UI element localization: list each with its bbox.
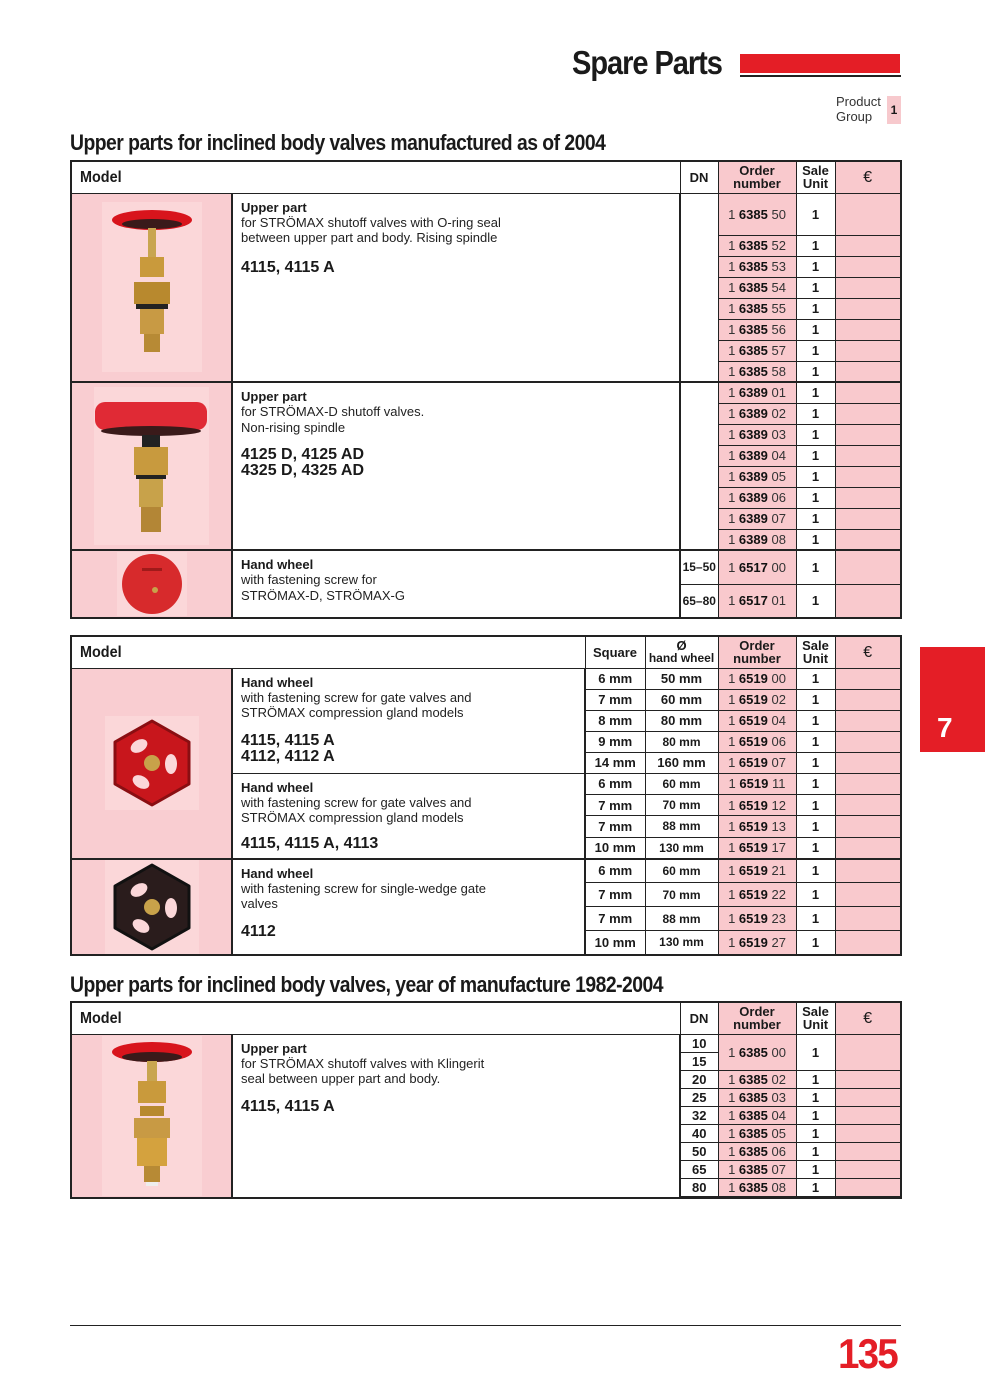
- price-cell[interactable]: [835, 731, 901, 752]
- sale-unit: 1: [796, 907, 835, 931]
- order-number: 1 6385 55: [718, 298, 796, 319]
- hand-wheel-diameter: 80 mm: [645, 710, 718, 731]
- col-price: €: [835, 636, 901, 668]
- dn-value: 80: [680, 1178, 718, 1196]
- order-number: 1 6517 01: [718, 584, 796, 618]
- order-number: 1 6385 03: [718, 1088, 796, 1106]
- price-cell[interactable]: [835, 668, 901, 689]
- price-cell[interactable]: [835, 361, 901, 382]
- square-size: 10 mm: [585, 931, 645, 955]
- square-size: 10 mm: [585, 837, 645, 858]
- sale-unit: 1: [796, 1124, 835, 1142]
- order-number: 1 6519 17: [718, 837, 796, 858]
- page-number: 135: [838, 1330, 897, 1377]
- price-cell[interactable]: [835, 382, 901, 403]
- col-order-number: Order number: [718, 636, 796, 668]
- sale-unit: 1: [796, 584, 835, 618]
- price-cell[interactable]: [835, 1142, 901, 1160]
- price-cell[interactable]: [835, 794, 901, 815]
- order-number: 1 6519 12: [718, 794, 796, 815]
- col-sale-unit: Sale Unit: [796, 161, 835, 193]
- upper-part-rising-spindle-image: [102, 202, 202, 372]
- dn-value: 50: [680, 1142, 718, 1160]
- col-dn: DN: [680, 161, 718, 193]
- hand-wheel-diameter: 130 mm: [645, 931, 718, 955]
- sale-unit: 1: [796, 794, 835, 815]
- order-number: 1 6389 02: [718, 403, 796, 424]
- order-number: 1 6519 04: [718, 710, 796, 731]
- order-number: 1 6385 05: [718, 1124, 796, 1142]
- dn-value: 10: [680, 1034, 718, 1052]
- product-image: [71, 859, 232, 955]
- sale-unit: 1: [796, 689, 835, 710]
- order-number: 1 6519 06: [718, 731, 796, 752]
- table-row: [71, 193, 901, 235]
- price-cell[interactable]: [835, 298, 901, 319]
- product-text: with fastening screw for gate valves and STRÖMAX compression gland models: [241, 689, 472, 720]
- product-name: Hand wheel: [241, 865, 314, 881]
- price-cell[interactable]: [835, 256, 901, 277]
- order-number: 1 6385 02: [718, 1070, 796, 1088]
- table-row: [71, 550, 901, 584]
- square-size: 7 mm: [585, 907, 645, 931]
- price-cell[interactable]: [835, 193, 901, 235]
- sale-unit: 1: [796, 1034, 835, 1070]
- sale-unit: 1: [796, 403, 835, 424]
- sale-unit: 1: [796, 361, 835, 382]
- order-number: 1 6519 13: [718, 816, 796, 837]
- sale-unit: 1: [796, 668, 835, 689]
- order-number: 1 6385 04: [718, 1106, 796, 1124]
- product-image: [71, 668, 232, 859]
- table-row: [71, 668, 901, 689]
- page-title: Spare Parts: [572, 44, 722, 81]
- price-cell[interactable]: [835, 1070, 901, 1088]
- sale-unit: 1: [796, 1160, 835, 1178]
- price-cell[interactable]: [835, 859, 901, 883]
- order-number: 1 6519 07: [718, 752, 796, 773]
- order-number: 1 6519 22: [718, 883, 796, 907]
- order-number: 1 6389 05: [718, 466, 796, 487]
- order-number: 1 6385 06: [718, 1142, 796, 1160]
- dn-cell: [680, 382, 718, 550]
- parts-table-1: [70, 160, 902, 619]
- sale-unit: 1: [796, 277, 835, 298]
- sale-unit: 1: [796, 235, 835, 256]
- col-price: €: [835, 161, 901, 193]
- sale-unit: 1: [796, 731, 835, 752]
- section-title: Upper parts for inclined body valves, year of manufacture 1982-2004: [70, 972, 663, 997]
- price-cell[interactable]: [835, 466, 901, 487]
- product-name: Hand wheel: [241, 674, 314, 690]
- price-cell[interactable]: [835, 1160, 901, 1178]
- product-name: Hand wheel: [241, 779, 314, 795]
- table-row: [71, 1034, 901, 1052]
- order-number: 1 6389 08: [718, 529, 796, 550]
- order-number: 1 6385 57: [718, 340, 796, 361]
- dn-value: 25: [680, 1088, 718, 1106]
- order-number: 1 6385 00: [718, 1034, 796, 1070]
- product-description: [232, 382, 680, 550]
- product-description: [232, 1034, 680, 1198]
- product-name: Hand wheel: [241, 557, 314, 572]
- product-models: 4112: [241, 922, 276, 940]
- sale-unit: 1: [796, 550, 835, 584]
- product-text: with fastening screw for gate valves and STRÖMAX compression gland models: [241, 794, 472, 825]
- product-text: for STRÖMAX shutoff valves with Klingerit seal between upper part and body.: [241, 1055, 485, 1086]
- sale-unit: 1: [796, 931, 835, 955]
- product-description: [232, 859, 585, 955]
- price-cell[interactable]: [835, 1088, 901, 1106]
- price-cell[interactable]: [835, 883, 901, 907]
- product-description: [232, 773, 585, 859]
- col-sale-unit: Sale Unit: [796, 1002, 835, 1034]
- price-cell[interactable]: [835, 907, 901, 931]
- product-image: [71, 1034, 232, 1198]
- hand-wheel-diameter: 70 mm: [645, 794, 718, 815]
- product-models: 4125 D, 4125 AD 4325 D, 4325 AD: [241, 446, 365, 479]
- col-square: Square: [585, 636, 645, 668]
- upper-part-non-rising-spindle-image: [94, 387, 209, 545]
- order-number: 1 6389 03: [718, 424, 796, 445]
- order-number: 1 6519 21: [718, 859, 796, 883]
- order-number: 1 6385 56: [718, 319, 796, 340]
- dn-value: 15: [680, 1052, 718, 1070]
- hand-wheel-diameter: 160 mm: [645, 752, 718, 773]
- price-cell[interactable]: [835, 1034, 901, 1070]
- price-cell[interactable]: [835, 837, 901, 858]
- hand-wheel-red-knob-image: [117, 552, 187, 616]
- product-description: [232, 550, 680, 618]
- price-cell[interactable]: [835, 584, 901, 618]
- price-cell[interactable]: [835, 403, 901, 424]
- order-number: 1 6519 23: [718, 907, 796, 931]
- sale-unit: 1: [796, 445, 835, 466]
- sale-unit: 1: [796, 837, 835, 858]
- sale-unit: 1: [796, 466, 835, 487]
- order-number: 1 6519 11: [718, 773, 796, 794]
- section-title: Upper parts for inclined body valves manufactured as of 2004: [70, 130, 606, 155]
- dn-value: 15–50: [680, 550, 718, 584]
- product-image: [71, 550, 232, 618]
- hand-wheel-diameter: 60 mm: [645, 689, 718, 710]
- price-cell[interactable]: [835, 1178, 901, 1196]
- price-cell[interactable]: [835, 340, 901, 361]
- product-text: for STRÖMAX-D shutoff valves. Non-rising spindle: [241, 404, 425, 435]
- order-number: 1 6385 58: [718, 361, 796, 382]
- footer-divider: [70, 1325, 901, 1326]
- sale-unit: 1: [796, 1106, 835, 1124]
- product-description: [232, 668, 585, 773]
- dn-value: 20: [680, 1070, 718, 1088]
- hand-wheel-diameter: 70 mm: [645, 883, 718, 907]
- price-cell[interactable]: [835, 508, 901, 529]
- price-cell[interactable]: [835, 1106, 901, 1124]
- order-number: 1 6519 02: [718, 689, 796, 710]
- col-model: Model: [71, 636, 585, 668]
- table-row: [71, 859, 901, 883]
- parts-table-3: [70, 1001, 902, 1199]
- hand-wheel-diameter: 50 mm: [645, 668, 718, 689]
- order-number: 1 6389 01: [718, 382, 796, 403]
- product-text: for STRÖMAX shutoff valves with O-ring seal between upper part and body. Rising spindle: [241, 214, 501, 245]
- order-number: 1 6385 08: [718, 1178, 796, 1196]
- product-models: 4115, 4115 A: [241, 258, 335, 276]
- sale-unit: 1: [796, 340, 835, 361]
- square-size: 6 mm: [585, 859, 645, 883]
- sale-unit: 1: [796, 529, 835, 550]
- sale-unit: 1: [796, 710, 835, 731]
- dn-cell: [680, 193, 718, 382]
- order-number: 1 6517 00: [718, 550, 796, 584]
- order-number: 1 6519 00: [718, 668, 796, 689]
- sale-unit: 1: [796, 859, 835, 883]
- col-dn: DN: [680, 1002, 718, 1034]
- hand-wheel-diameter: 60 mm: [645, 859, 718, 883]
- dn-value: 40: [680, 1124, 718, 1142]
- price-cell[interactable]: [835, 319, 901, 340]
- price-cell[interactable]: [835, 773, 901, 794]
- price-cell[interactable]: [835, 424, 901, 445]
- hand-wheel-red-image: [105, 716, 199, 810]
- sale-unit: 1: [796, 752, 835, 773]
- sale-unit: 1: [796, 256, 835, 277]
- product-image: [71, 193, 232, 382]
- sale-unit: 1: [796, 319, 835, 340]
- product-name: Upper part: [241, 1040, 307, 1056]
- parts-table-2: [70, 635, 902, 956]
- col-order-number: Order number: [718, 1002, 796, 1034]
- dn-value: 65–80: [680, 584, 718, 618]
- sale-unit: 1: [796, 193, 835, 235]
- sale-unit: 1: [796, 424, 835, 445]
- chapter-tab[interactable]: 7: [920, 647, 985, 752]
- sale-unit: 1: [796, 773, 835, 794]
- col-price: €: [835, 1002, 901, 1034]
- col-model: Model: [71, 1002, 680, 1034]
- product-image: [71, 382, 232, 550]
- price-cell[interactable]: [835, 235, 901, 256]
- price-cell[interactable]: [835, 816, 901, 837]
- hand-wheel-diameter: 88 mm: [645, 907, 718, 931]
- sale-unit: 1: [796, 816, 835, 837]
- product-models: 4115, 4115 A, 4113: [241, 834, 379, 852]
- order-number: 1 6385 50: [718, 193, 796, 235]
- order-number: 1 6385 53: [718, 256, 796, 277]
- title-accent-bar: [740, 54, 900, 73]
- sale-unit: 1: [796, 1070, 835, 1088]
- sale-unit: 1: [796, 1142, 835, 1160]
- dn-value: 32: [680, 1106, 718, 1124]
- sale-unit: 1: [796, 883, 835, 907]
- hand-wheel-diameter: 80 mm: [645, 731, 718, 752]
- order-number: 1 6385 07: [718, 1160, 796, 1178]
- square-size: 7 mm: [585, 883, 645, 907]
- table-row: [71, 382, 901, 403]
- price-cell[interactable]: [835, 277, 901, 298]
- sale-unit: 1: [796, 487, 835, 508]
- hand-wheel-diameter: 130 mm: [645, 837, 718, 858]
- product-text: with fastening screw for STRÖMAX-D, STRÖMAX-G: [241, 572, 405, 603]
- price-cell[interactable]: [835, 931, 901, 955]
- product-group-label: Product Group: [836, 94, 881, 124]
- order-number: 1 6385 54: [718, 277, 796, 298]
- price-cell[interactable]: [835, 1124, 901, 1142]
- col-model: Model: [71, 161, 680, 193]
- hand-wheel-black-image: [105, 860, 199, 954]
- square-size: 6 mm: [585, 773, 645, 794]
- square-size: 8 mm: [585, 710, 645, 731]
- price-cell[interactable]: [835, 550, 901, 584]
- price-cell[interactable]: [835, 752, 901, 773]
- square-size: 9 mm: [585, 731, 645, 752]
- sale-unit: 1: [796, 508, 835, 529]
- product-description: [232, 193, 680, 382]
- order-number: 1 6389 06: [718, 487, 796, 508]
- title-underline: [740, 75, 901, 77]
- square-size: 7 mm: [585, 816, 645, 837]
- price-cell[interactable]: [835, 487, 901, 508]
- square-size: 7 mm: [585, 794, 645, 815]
- col-order-number: Order number: [718, 161, 796, 193]
- col-hand-wheel-diameter: Ø hand wheel: [645, 636, 718, 668]
- product-group-value: 1: [887, 96, 901, 124]
- product-name: Upper part: [241, 199, 307, 215]
- hand-wheel-diameter: 88 mm: [645, 816, 718, 837]
- order-number: 1 6389 07: [718, 508, 796, 529]
- price-cell[interactable]: [835, 445, 901, 466]
- dn-value: 65: [680, 1160, 718, 1178]
- product-models: 4115, 4115 A 4112, 4112 A: [241, 731, 335, 765]
- product-name: Upper part: [241, 389, 307, 404]
- square-size: 14 mm: [585, 752, 645, 773]
- square-size: 6 mm: [585, 668, 645, 689]
- col-sale-unit: Sale Unit: [796, 636, 835, 668]
- order-number: 1 6519 27: [718, 931, 796, 955]
- sale-unit: 1: [796, 298, 835, 319]
- price-cell[interactable]: [835, 529, 901, 550]
- hand-wheel-diameter: 60 mm: [645, 773, 718, 794]
- order-number: 1 6389 04: [718, 445, 796, 466]
- sale-unit: 1: [796, 382, 835, 403]
- product-text: with fastening screw for single-wedge gate valves: [241, 880, 486, 911]
- price-cell[interactable]: [835, 689, 901, 710]
- order-number: 1 6385 52: [718, 235, 796, 256]
- price-cell[interactable]: [835, 710, 901, 731]
- upper-part-klingerit-seal-image: [102, 1036, 202, 1196]
- sale-unit: 1: [796, 1088, 835, 1106]
- sale-unit: 1: [796, 1178, 835, 1196]
- product-models: 4115, 4115 A: [241, 1097, 335, 1115]
- square-size: 7 mm: [585, 689, 645, 710]
